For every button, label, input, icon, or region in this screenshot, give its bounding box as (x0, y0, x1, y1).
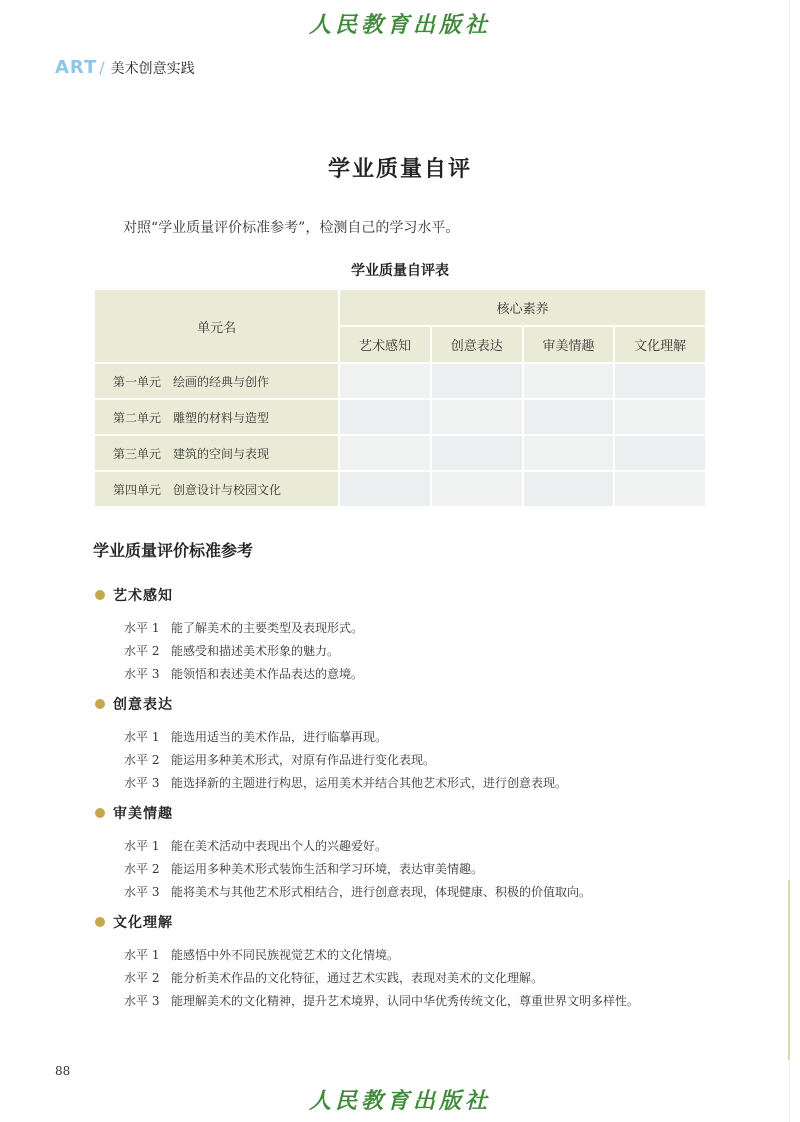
standard-section-aesthetic-taste (95, 803, 591, 904)
self-evaluation-table (93, 288, 707, 508)
level-item (124, 617, 363, 640)
column-header: 创意表达 (431, 326, 523, 363)
score-cell[interactable] (431, 363, 523, 399)
score-cell[interactable] (614, 471, 706, 507)
level-label: 水平 2 (124, 971, 160, 985)
unit-name: 第二单元 雕塑的材料与造型 (94, 399, 339, 435)
table-caption: 学业质量自评表 (351, 263, 449, 279)
level-item (124, 881, 591, 904)
level-text: 能将美术与其他艺术形式相结合，进行创意表现，体现健康、积极的价值取向。 (171, 885, 592, 899)
section-title: 艺术感知 (113, 588, 173, 604)
level-item (124, 640, 363, 663)
level-label: 水平 1 (124, 621, 160, 635)
header-slash: / (99, 58, 105, 77)
page-edge-accent (788, 880, 790, 1060)
publisher-logo-top: 人民教育出版社 (308, 12, 491, 37)
level-item (124, 835, 591, 858)
level-item (124, 990, 639, 1013)
standards-title: 学业质量评价标准参考 (93, 541, 254, 560)
score-cell[interactable] (431, 435, 523, 471)
bullet-dot-icon (95, 917, 105, 927)
score-cell[interactable] (523, 471, 615, 507)
level-text: 能领悟和表述美术作品表达的意境。 (171, 667, 364, 681)
level-text: 能选用适当的美术作品，进行临摹再现。 (171, 730, 388, 744)
bullet-dot-icon (95, 590, 105, 600)
unit-header: 单元名 (94, 289, 339, 363)
level-label: 水平 3 (124, 667, 160, 681)
level-label: 水平 1 (124, 948, 160, 962)
standard-section-creative-expression (95, 694, 567, 795)
level-item (124, 772, 567, 795)
bullet-dot-icon (95, 808, 105, 818)
score-cell[interactable] (614, 399, 706, 435)
bullet-dot-icon (95, 699, 105, 709)
core-header: 核心素养 (339, 289, 706, 326)
level-item (124, 726, 567, 749)
level-text: 能了解美术的主要类型及表现形式。 (171, 621, 364, 635)
level-text: 能感受和描述美术形象的魅力。 (171, 644, 340, 658)
level-label: 水平 2 (124, 862, 160, 876)
level-text: 能感悟中外不同民族视觉艺术的文化情境。 (171, 948, 400, 962)
table-row (94, 363, 706, 399)
unit-name: 第一单元 绘画的经典与创作 (94, 363, 339, 399)
level-label: 水平 3 (124, 776, 160, 790)
standard-section-art-perception (95, 585, 363, 686)
score-cell[interactable] (614, 363, 706, 399)
publisher-logo-bottom: 人民教育出版社 (308, 1088, 491, 1113)
score-cell[interactable] (339, 399, 431, 435)
running-header (55, 57, 195, 78)
score-cell[interactable] (339, 435, 431, 471)
page-title: 学业质量自评 (327, 157, 472, 182)
column-header: 艺术感知 (339, 326, 431, 363)
page-number: 88 (55, 1064, 71, 1078)
table-row (94, 435, 706, 471)
table-row (94, 399, 706, 435)
level-text: 能选择新的主题进行构思，运用美术并结合其他艺术形式，进行创意表现。 (171, 776, 568, 790)
level-item (124, 967, 639, 990)
level-text: 能运用多种美术形式，对原有作品进行变化表现。 (171, 753, 436, 767)
level-text: 能分析美术作品的文化特征，通过艺术实践，表现对美术的文化理解。 (171, 971, 544, 985)
level-item (124, 663, 363, 686)
level-text: 能在美术活动中表现出个人的兴趣爱好。 (171, 839, 388, 853)
standard-section-cultural-understanding (95, 912, 639, 1013)
score-cell[interactable] (339, 471, 431, 507)
unit-name: 第三单元 建筑的空间与表现 (94, 435, 339, 471)
table-row (94, 471, 706, 507)
level-label: 水平 1 (124, 839, 160, 853)
intro-text: 对照“学业质量评价标准参考”，检测自己的学习水平。 (123, 220, 460, 236)
score-cell[interactable] (614, 435, 706, 471)
level-label: 水平 2 (124, 644, 160, 658)
level-label: 水平 1 (124, 730, 160, 744)
level-label: 水平 2 (124, 753, 160, 767)
level-label: 水平 3 (124, 994, 160, 1008)
score-cell[interactable] (431, 399, 523, 435)
section-title: 审美情趣 (113, 806, 173, 822)
header-subtitle: 美术创意实践 (110, 61, 195, 77)
section-title: 创意表达 (113, 697, 173, 713)
level-item (124, 749, 567, 772)
level-text: 能运用多种美术形式装饰生活和学习环境，表达审美情趣。 (171, 862, 484, 876)
score-cell[interactable] (431, 471, 523, 507)
level-text: 能理解美术的文化精神，提升艺术境界，认同中华优秀传统文化，尊重世界文明多样性。 (171, 994, 640, 1008)
level-label: 水平 3 (124, 885, 160, 899)
score-cell[interactable] (523, 363, 615, 399)
score-cell[interactable] (523, 435, 615, 471)
level-item (124, 858, 591, 881)
score-cell[interactable] (339, 363, 431, 399)
unit-name: 第四单元 创意设计与校园文化 (94, 471, 339, 507)
header-art-label: ART (55, 57, 98, 78)
column-header: 文化理解 (614, 326, 706, 363)
section-title: 文化理解 (113, 915, 173, 931)
level-item (124, 944, 639, 967)
score-cell[interactable] (523, 399, 615, 435)
column-header: 审美情趣 (523, 326, 615, 363)
